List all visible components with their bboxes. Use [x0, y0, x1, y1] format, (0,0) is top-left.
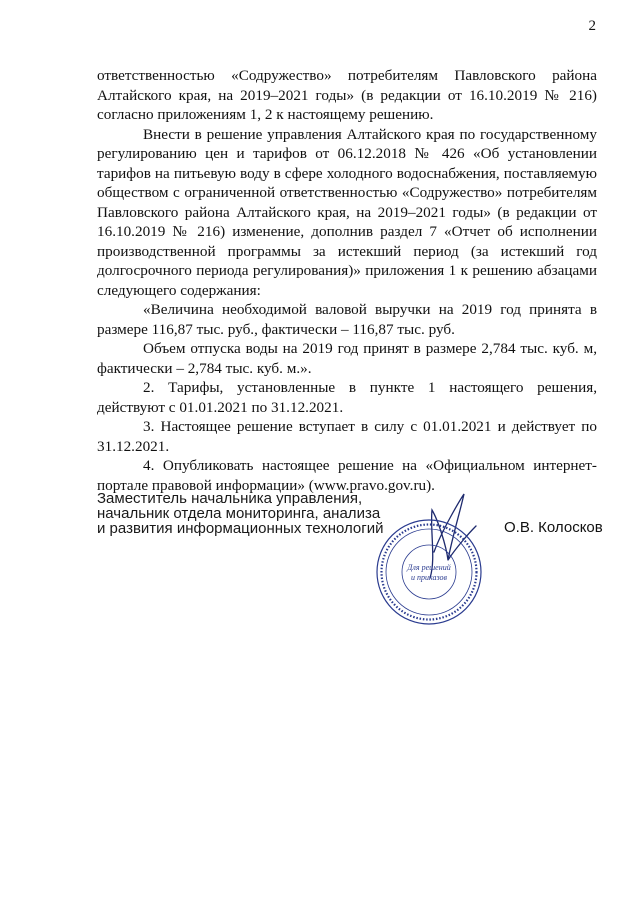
signatory-title-line: Заместитель начальника управления,: [97, 490, 363, 507]
stamp-and-signature: [372, 490, 487, 650]
paragraph: 2. Тарифы, установленные в пункте 1 настоящего решения, действуют с 01.01.2021 по 31.12.2021.: [97, 379, 597, 416]
svg-text:Для решений: Для решений: [407, 563, 451, 572]
paragraph: ответственностью «Содружество» потребителям Павловского района Алтайского края, на 2019–2021 годы» (в редакции от 16.10.2019 № 216) согласно приложениям 1, 2 к настоящему решению.: [97, 67, 597, 123]
signatory-name: О.В. Колосков: [504, 519, 603, 536]
paragraph: 3. Настоящее решение вступает в силу с 01.01.2021 и действует по 31.12.2021.: [97, 418, 597, 455]
document-body: [97, 66, 597, 495]
svg-text:и приказов: и приказов: [410, 573, 448, 582]
round-seal: [377, 520, 481, 624]
signatory-title-line: начальник отдела мониторинга, анализа: [97, 505, 381, 522]
paragraph: 4. Опубликовать настоящее решение на «Официальном интернет-портале правовой информации» (www.pravo.gov.ru).: [97, 457, 597, 494]
paragraph: Объем отпуска воды на 2019 год принят в размере 2,784 тыс. куб. м, фактически – 2,784 тыс. куб. м.».: [97, 340, 597, 377]
signatory-title-line: и развития информационных технологий: [97, 520, 384, 537]
paragraph: Внести в решение управления Алтайского края по государственному регулированию цен и тарифов от 06.12.2018 № 426 «Об установлении тарифов на питьевую воду в сфере холодного водоснабжения, поставляемую обществом с ограниченной ответственностью «Содружество» потребителям Павловского района Алтайского края, на 2019–2021 годы» (в редакции от 16.10.2019 № 216) изменение, дополнив раздел 7 «Отчет об исполнении производственной программы за истекший период (за истекший год долгосрочного периода регулирования)» приложения 1 к решению абзацами следующего содержания:: [97, 125, 597, 299]
page-number: 2: [588, 18, 596, 34]
paragraph: «Величина необходимой валовой выручки на 2019 год принята в размере 116,87 тыс. руб., фактически – 116,87 тыс. руб.: [97, 301, 597, 338]
signatory-title: [97, 491, 384, 536]
